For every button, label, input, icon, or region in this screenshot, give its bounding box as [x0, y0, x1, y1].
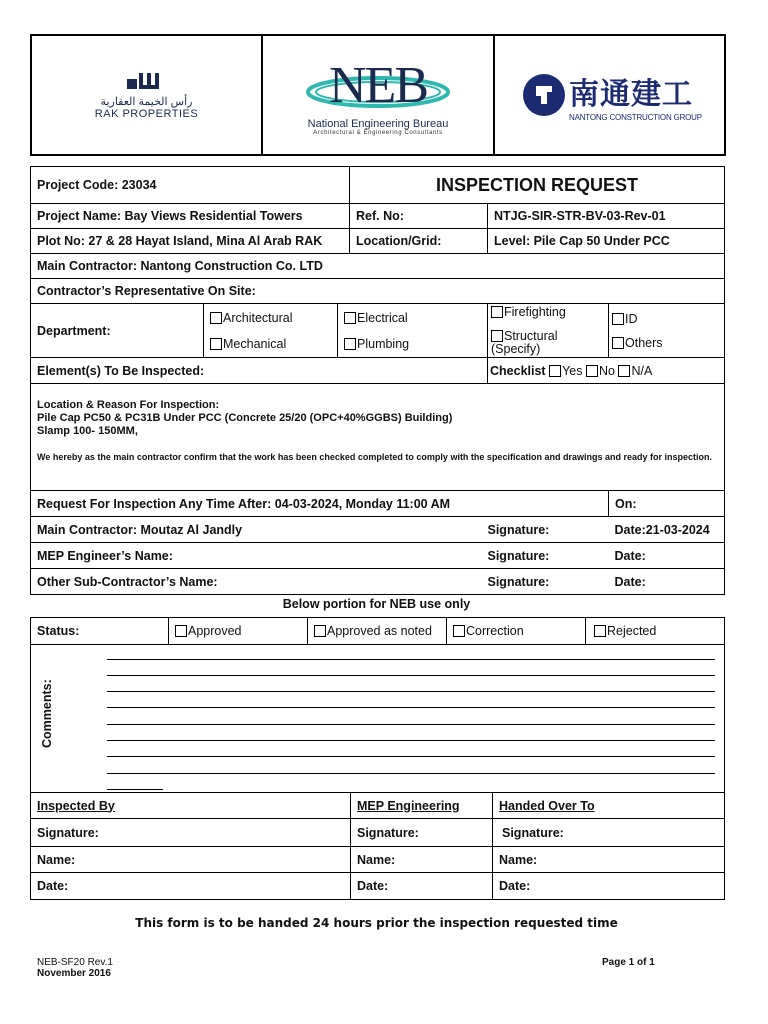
date-filled: Date:21-03-2024	[609, 517, 725, 543]
department-col-4	[609, 304, 725, 358]
dept-plumbing[interactable]	[344, 331, 481, 357]
checkbox[interactable]	[618, 365, 630, 377]
neb-full-name: National Engineering Bureau	[307, 118, 449, 130]
dept-architectural[interactable]	[210, 305, 331, 331]
dept-firefighting-label: Firefighting	[504, 304, 566, 319]
name-label: Name:	[351, 847, 493, 873]
level-value: Level: Pile Cap 50 Under PCC	[488, 229, 725, 254]
signature-label: Signature:	[488, 569, 609, 595]
reason-line-2: Slamp 100- 150MM,	[37, 425, 138, 437]
comment-line	[107, 675, 715, 676]
project-code: Project Code: 23034	[31, 167, 350, 204]
dept-structural[interactable]	[491, 330, 602, 343]
request-time: Request For Inspection Any Time After: 04-03-2024, Monday 11:00 AM	[31, 491, 609, 517]
checklist-yes[interactable]	[549, 364, 582, 378]
checkbox[interactable]	[594, 625, 606, 637]
comment-line	[107, 740, 715, 741]
dept-electrical-label: Electrical	[357, 310, 408, 325]
name-label: Name:	[493, 847, 725, 873]
project-name: Project Name: Bay Views Residential Towers	[31, 204, 350, 229]
checklist-no[interactable]	[586, 364, 615, 378]
dept-electrical[interactable]	[344, 305, 481, 331]
main-contractor-name: Main Contractor: Moutaz Al Jandly	[31, 517, 488, 543]
department-label: Department:	[31, 304, 204, 358]
handover-notice: This form is to be handed 24 hours prior the inspection requested time	[135, 916, 618, 930]
plot-number: Plot No: 27 & 28 Hayat Island, Mina Al Arab RAK	[31, 229, 350, 254]
signoff-table	[30, 792, 725, 900]
rak-logo-icon	[125, 71, 169, 91]
checklist-cell	[488, 358, 725, 384]
checkbox[interactable]	[491, 306, 503, 318]
inspection-form	[30, 166, 725, 595]
signature-label: Signature:	[488, 517, 609, 543]
checklist-na-label: N/A	[631, 363, 653, 378]
nantong-logo-cell	[494, 35, 725, 155]
dept-mechanical-label: Mechanical	[223, 336, 287, 351]
signature-label: Signature:	[488, 543, 609, 569]
inspected-by-heading: Inspected By	[31, 793, 351, 819]
comment-line	[107, 691, 715, 692]
dept-architectural-label: Architectural	[223, 310, 293, 325]
checkbox[interactable]	[344, 312, 356, 324]
department-col-3	[488, 304, 609, 358]
neb-portion	[30, 617, 725, 793]
neb-logo-mark	[303, 54, 453, 118]
neb-logo-cell	[262, 35, 494, 155]
ref-label: Ref. No:	[350, 204, 488, 229]
department-col-1	[204, 304, 338, 358]
checkbox[interactable]	[491, 330, 503, 342]
location-reason-cell	[31, 384, 725, 491]
comment-line	[107, 724, 715, 725]
mep-engineering-heading: MEP Engineering	[351, 793, 493, 819]
form-title: INSPECTION REQUEST	[350, 167, 725, 204]
department-col-2	[338, 304, 488, 358]
handed-over-to-heading: Handed Over To	[493, 793, 725, 819]
checkbox[interactable]	[586, 365, 598, 377]
neb-use-only-heading: Below portion for NEB use only	[282, 597, 471, 611]
checklist-no-label: No	[598, 363, 615, 378]
comments-label: Comments:	[40, 679, 54, 748]
rak-company-name: RAK PROPERTIES	[94, 107, 199, 120]
comment-line	[107, 773, 715, 774]
status-approved-label: Approved	[188, 624, 242, 638]
checklist-na[interactable]	[618, 364, 652, 378]
comment-line	[107, 756, 715, 757]
nantong-logo-icon	[523, 74, 565, 116]
checkbox[interactable]	[175, 625, 187, 637]
neb-mark-text: NEB	[329, 57, 427, 114]
location-grid-label: Location/Grid:	[350, 229, 488, 254]
checkbox[interactable]	[612, 337, 624, 349]
signature-label: Signature:	[31, 819, 351, 847]
dept-mechanical[interactable]	[210, 331, 331, 357]
dept-specify: (Specify)	[491, 341, 541, 356]
dept-others[interactable]	[612, 331, 718, 355]
comment-line	[107, 707, 715, 708]
status-correction-label: Correction	[466, 624, 524, 638]
checklist-label: Checklist	[490, 363, 546, 378]
comments-box[interactable]	[31, 645, 725, 793]
on-label: On:	[609, 491, 725, 517]
nantong-company-name: NANTONG CONSTRUCTION GROUP	[569, 112, 702, 122]
status-correction[interactable]	[447, 618, 586, 645]
main-contractor: Main Contractor: Nantong Construction Co. LTD	[31, 254, 725, 279]
status-label: Status:	[31, 618, 169, 645]
logo-header	[30, 34, 726, 156]
elements-inspected-label: Element(s) To Be Inspected:	[31, 358, 488, 384]
checkbox[interactable]	[612, 313, 624, 325]
status-rejected[interactable]	[586, 618, 725, 645]
dept-plumbing-label: Plumbing	[357, 336, 410, 351]
signature-label: Signature:	[351, 819, 493, 847]
dept-others-label: Others	[625, 335, 663, 350]
date-label: Date:	[31, 873, 351, 900]
dept-structural-label: Structural	[504, 328, 558, 343]
location-reason-label: Location & Reason For Inspection:	[37, 399, 220, 411]
date-label: Date:	[609, 543, 725, 569]
checkbox[interactable]	[344, 338, 356, 350]
mep-engineer-name: MEP Engineer’s Name:	[31, 543, 488, 569]
ref-value: NTJG-SIR-STR-BV-03-Rev-01	[488, 204, 725, 229]
comment-line	[107, 659, 715, 660]
comment-line-short	[107, 789, 163, 790]
date-label: Date:	[609, 569, 725, 595]
nantong-chinese-name: 南通建工	[569, 76, 693, 112]
form-code: NEB-SF20 Rev.1	[37, 957, 113, 968]
sub-contractor-name: Other Sub-Contractor’s Name:	[31, 569, 488, 595]
neb-tagline: Architectural & Engineering Consultants	[313, 130, 443, 136]
contractor-statement: We hereby as the main contractor confirm that the work has been checked completed to comply with the specification and drawings and ready for inspection.	[37, 452, 712, 462]
date-label: Date:	[493, 873, 725, 900]
form-date: November 2016	[37, 968, 111, 979]
name-label: Name:	[31, 847, 351, 873]
rak-arabic-name: رأس الخيمة العقارية	[100, 95, 193, 108]
checkbox[interactable]	[210, 312, 222, 324]
signature-label: Signature:	[493, 819, 725, 847]
checkbox[interactable]	[210, 338, 222, 350]
representative-on-site: Contractor’s Representative On Site:	[31, 279, 725, 304]
checklist-yes-label: Yes	[562, 363, 583, 378]
dept-firefighting[interactable]	[491, 306, 602, 319]
status-approved-noted-label: Approved as noted	[327, 624, 432, 638]
reason-line-1: Pile Cap PC50 & PC31B Under PCC (Concrete 25/20 (OPC+40%GGBS) Building)	[37, 412, 453, 424]
dept-id-label: ID	[625, 311, 638, 326]
status-rejected-label: Rejected	[607, 624, 657, 638]
checkbox[interactable]	[453, 625, 465, 637]
checkbox[interactable]	[314, 625, 326, 637]
dept-id[interactable]	[612, 307, 718, 331]
status-approved-as-noted[interactable]	[308, 618, 447, 645]
date-label: Date:	[351, 873, 493, 900]
page-number: Page 1 of 1	[602, 957, 655, 968]
checkbox[interactable]	[549, 365, 561, 377]
rak-logo-cell	[31, 35, 262, 155]
status-approved[interactable]	[169, 618, 308, 645]
